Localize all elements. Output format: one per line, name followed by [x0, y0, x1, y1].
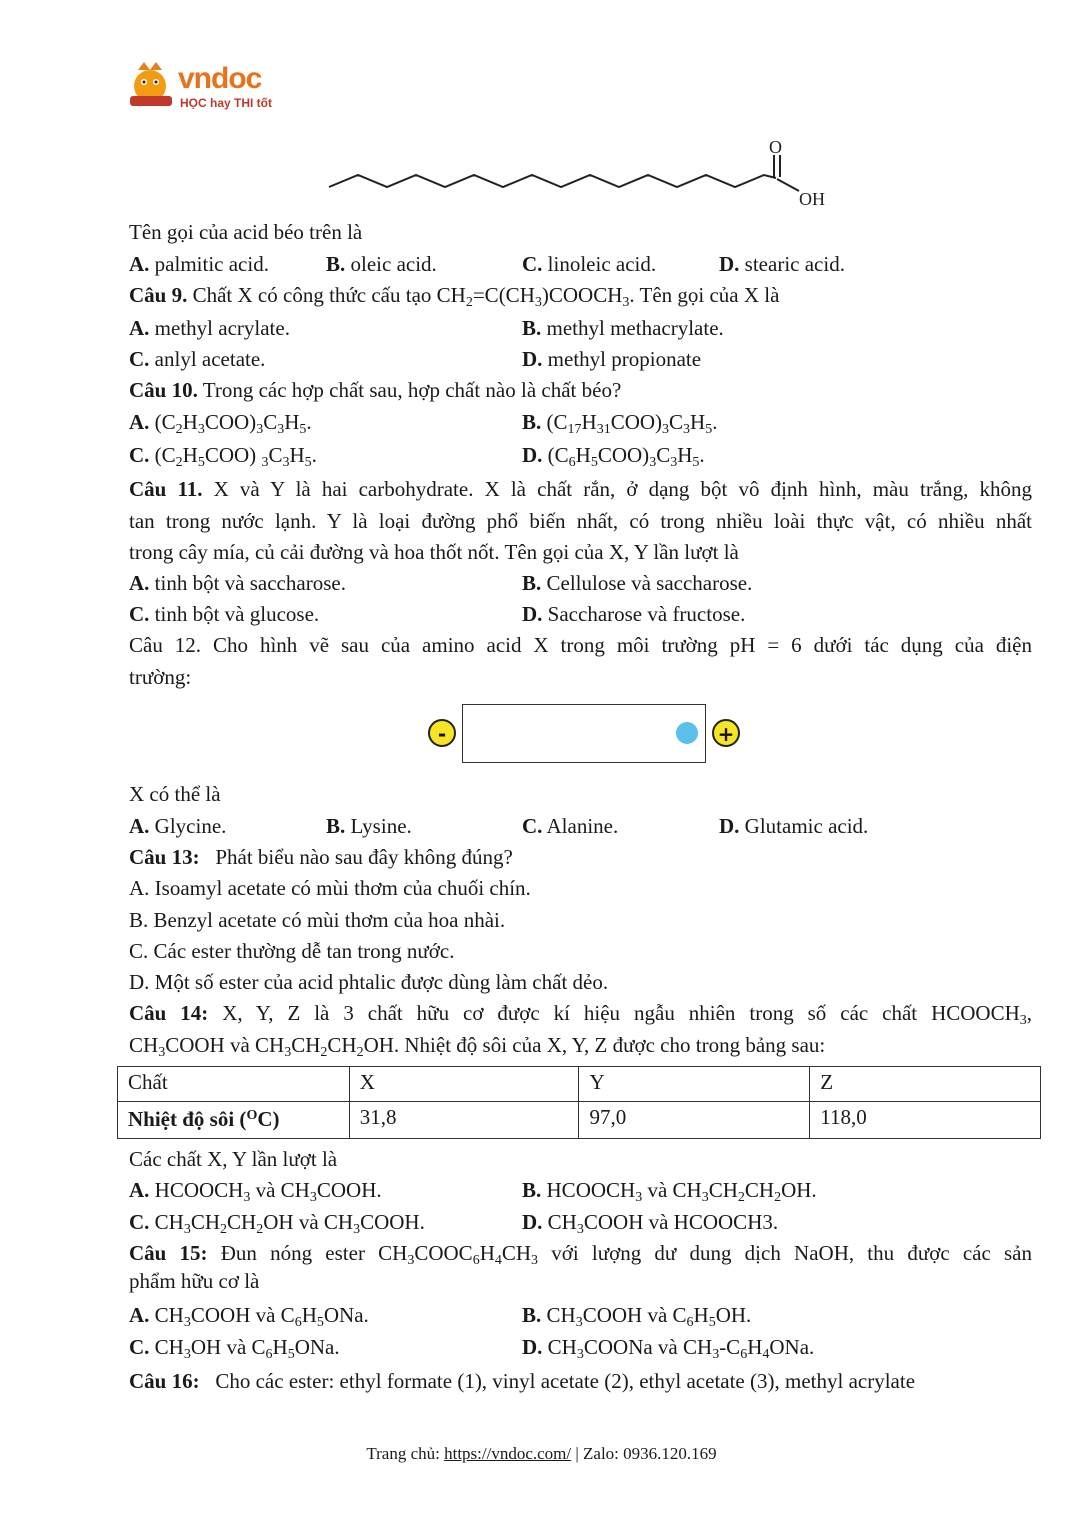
- q13-option-a: A. Isoamyl acetate có mùi thơm của chuối chín.: [129, 876, 531, 900]
- boiling-point-table: [117, 1066, 1041, 1139]
- q13-option-b: B. Benzyl acetate có mùi thơm của hoa nhài.: [129, 908, 506, 932]
- q13-option-d: D. Một số ester của acid phtalic được dùng làm chất dẻo.: [129, 970, 609, 994]
- q9-option-d: D. methyl propionate: [522, 347, 702, 371]
- q15-stem: Câu 15: Đun nóng ester $CH_3COOC_6H_4CH_3$ với lượng dư dung dịch NaOH, thu được các sản phẩm hữu cơ là: [129, 1241, 1032, 1293]
- positive-electrode: +: [712, 719, 740, 747]
- homepage-link[interactable]: https://vndoc.com/: [444, 1444, 572, 1463]
- q8-option-a: A. palmitic acid.: [129, 252, 269, 276]
- q9-option-a: A. methyl acrylate.: [129, 316, 290, 340]
- row-label-boiling-point: Nhiệt độ sôi ($^O$C): [118, 1102, 350, 1139]
- amino-acid-particle: [676, 722, 698, 744]
- fatty-acid-skeletal-structure: [325, 135, 845, 215]
- q11-option-b: B. Cellulose và saccharose.: [522, 571, 753, 595]
- table-header-row: [118, 1067, 1041, 1102]
- q14-option-b: B. $HCOOCH_3$ và $CH_3CH_2CH_2OH$.: [522, 1178, 817, 1205]
- negative-electrode: -: [428, 719, 456, 747]
- q14-option-c: C. $CH_3CH_2CH_2OH$ và $CH_3COOH$.: [129, 1210, 425, 1237]
- table-cell: 31,8: [349, 1102, 579, 1139]
- electrophoresis-chamber: [462, 704, 706, 763]
- q10-option-b: B. $(C_{17}H_{31}COO)_3C_3H_5$.: [522, 410, 718, 437]
- q12-stem: Câu 12. Cho hình vẽ sau của amino acid X trong môi trường pH = 6 dưới tác dụng của điện trường:: [129, 633, 1032, 689]
- q11-option-a: A. tinh bột và saccharose.: [129, 571, 346, 595]
- brand-tagline: HỌC hay THI tốt: [180, 96, 272, 110]
- footer-prefix: Trang chủ:: [366, 1444, 445, 1463]
- q12-option-a: A. Glycine.: [129, 814, 227, 838]
- q16-stem: Câu 16: Cho các ester: ethyl formate (1), vinyl acetate (2), ethyl acetate (3), methyl acrylate: [129, 1369, 916, 1393]
- q14-option-a: A. $HCOOCH_3$ và $CH_3COOH$.: [129, 1178, 382, 1205]
- brand-name: vndoc: [178, 62, 262, 95]
- q8-prompt: Tên gọi của acid béo trên là: [129, 220, 363, 244]
- q11-option-c: C. tinh bột và glucose.: [129, 602, 320, 626]
- q15-option-a: A. $CH_3COOH$ và $C_6H_5ONa$.: [129, 1303, 369, 1330]
- q15-option-c: C. $CH_3OH$ và $C_6H_5ONa$.: [129, 1335, 340, 1362]
- q9-stem: Câu 9. Chất X có công thức cấu tạo $CH_2=C(CH_3)COOCH_3$. Tên gọi của X là: [129, 283, 780, 310]
- table-row: [118, 1102, 1041, 1139]
- q11-stem: Câu 11. X và Y là hai carbohydrate. X là chất rắn, ở dạng bột vô định hình, màu trắng, không tan trong nước lạnh. Y là loại đường phổ biến nhất, có trong nhiều loài thực vật, có nhiều nhất trong cây mía, củ cải đường và hoa thốt nốt. Tên gọi của X, Y lần lượt là: [129, 477, 1032, 564]
- oxygen-label: O: [769, 137, 782, 157]
- q14-option-d: D. $CH_3COOH$ và HCOOCH3.: [522, 1210, 779, 1237]
- table-header-cell: Z: [810, 1067, 1041, 1102]
- q8-option-d: D. stearic acid.: [719, 252, 845, 276]
- table-cell: 97,0: [579, 1102, 810, 1139]
- q10-stem: Câu 10. Trong các hợp chất sau, hợp chất nào là chất béo?: [129, 378, 622, 402]
- q12-prompt: X có thể là: [129, 782, 221, 806]
- table-header-cell: X: [349, 1067, 579, 1102]
- q12-option-b: B. Lysine.: [326, 814, 412, 838]
- q14-prompt: Các chất X, Y lần lượt là: [129, 1147, 338, 1171]
- table-header-cell: Chất: [118, 1067, 350, 1102]
- q10-option-c: C. $(C_2H_5COO)$ $_3C_3H_5$.: [129, 443, 317, 470]
- q14-stem: Câu 14: X, Y, Z là 3 chất hữu cơ được kí hiệu ngẫu nhiên trong số các chất $HCOOCH_3$, $CH_3COOH$ và $CH_3CH_2CH_2OH$. Nhiệt độ sôi của X, Y, Z được cho trong bảng sau:: [129, 1001, 1032, 1060]
- q15-option-d: D. $CH_3COONa$ và $CH_3-C_6H_4ONa$.: [522, 1335, 815, 1362]
- hydroxyl-label: OH: [799, 189, 825, 209]
- q10-option-d: D. $(C_6H_5COO)_3C_3H_5$.: [522, 443, 705, 470]
- carbon-chain: [329, 175, 776, 187]
- page-footer: [0, 1444, 1083, 1464]
- q8-option-b: B. oleic acid.: [326, 252, 437, 276]
- q13-stem: Câu 13: Phát biểu nào sau đây không đúng?: [129, 845, 513, 869]
- table-header-cell: Y: [579, 1067, 810, 1102]
- q13-option-c: C. Các ester thường dễ tan trong nước.: [129, 939, 455, 963]
- q8-option-c: C. linoleic acid.: [522, 252, 657, 276]
- table-cell: 118,0: [810, 1102, 1041, 1139]
- q11-option-d: D. Saccharose và fructose.: [522, 602, 746, 626]
- q10-option-a: A. $(C_2H_3COO)_3C_3H_5$.: [129, 410, 312, 437]
- q12-option-d: D. Glutamic acid.: [719, 814, 869, 838]
- footer-contact: | Zalo: 0936.120.169: [571, 1444, 717, 1463]
- q9-option-c: C. anlyl acetate.: [129, 347, 266, 371]
- q12-option-c: C. Alanine.: [522, 814, 619, 838]
- q9-option-b: B. methyl methacrylate.: [522, 316, 724, 340]
- q15-option-b: B. $CH_3COOH$ và $C_6H_5OH$.: [522, 1303, 752, 1330]
